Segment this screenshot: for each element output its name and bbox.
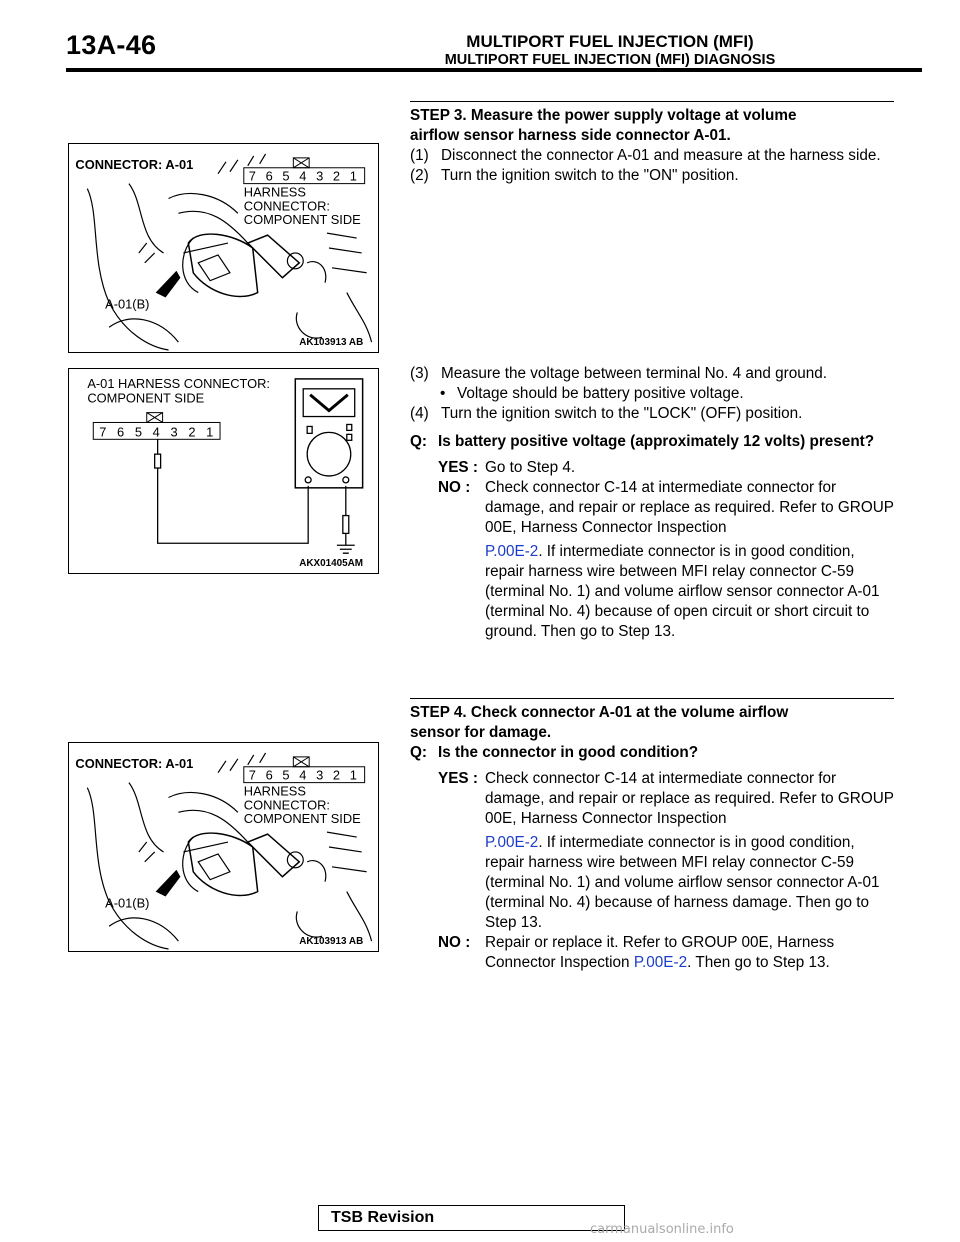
step4-no-answer bbox=[410, 933, 894, 973]
page-subtitle: MULTIPORT FUEL INJECTION (MFI) DIAGNOSIS bbox=[444, 52, 776, 68]
question-text: Is battery positive voltage (approximately 12 volts) present? bbox=[438, 433, 875, 450]
step3-question bbox=[410, 432, 894, 452]
pin-2: 2 bbox=[188, 424, 196, 440]
no-text-b: . If intermediate connector is in good condition, repair harness wire between MFI relay connector C-59 (terminal No. 1) and volume airflow sensor connector A-01 (terminal No. 4) because of open circuit or short circuit to ground. Then go to Step 13. bbox=[485, 543, 880, 640]
yes-label: YES : bbox=[438, 459, 478, 476]
connector-photo-figure-1 bbox=[68, 143, 379, 353]
harness-pin-row bbox=[244, 158, 365, 184]
harness-label-3: COMPONENT SIDE bbox=[243, 811, 361, 827]
no-link[interactable]: P.00E-2 bbox=[485, 543, 539, 560]
callout-label: A-01(B) bbox=[105, 296, 150, 312]
step4-title-line2: sensor for damage. bbox=[410, 724, 552, 741]
step3-rule bbox=[410, 101, 894, 102]
item-number: (3) bbox=[410, 365, 429, 382]
step3-bullet bbox=[410, 384, 894, 404]
figure-code: AKX01405AM bbox=[299, 558, 364, 570]
bullet-dot-icon: • bbox=[440, 385, 446, 402]
pin-3: 3 bbox=[316, 767, 324, 783]
pin-1: 1 bbox=[349, 168, 357, 184]
step4-rule bbox=[410, 698, 894, 699]
pin-6: 6 bbox=[265, 767, 273, 783]
connector-label: CONNECTOR: A-01 bbox=[75, 156, 194, 172]
voltmeter-figure bbox=[68, 368, 379, 574]
connector-photo-illustration-2 bbox=[69, 743, 378, 951]
harness-connector-label-1: A-01 HARNESS CONNECTOR: bbox=[87, 375, 271, 391]
pin-4: 4 bbox=[299, 767, 307, 783]
no-link[interactable]: P.00E-2 bbox=[633, 954, 688, 971]
harness-pin-row bbox=[244, 757, 365, 783]
question-label: Q: bbox=[410, 744, 427, 761]
pin-5: 5 bbox=[134, 424, 143, 440]
step3-no-answer bbox=[410, 478, 894, 642]
pin-6: 6 bbox=[117, 424, 125, 440]
item-number: (1) bbox=[410, 147, 429, 164]
harness-label-1: HARNESS bbox=[243, 783, 306, 799]
no-label: NO : bbox=[438, 479, 471, 496]
pin-7: 7 bbox=[248, 168, 256, 184]
page-number: 13A-46 bbox=[66, 30, 157, 60]
step4-title-line1: STEP 4. Check connector A-01 at the volume airflow bbox=[410, 704, 789, 721]
pin-4: 4 bbox=[299, 168, 307, 184]
yes-label: YES : bbox=[438, 770, 478, 787]
pin-3: 3 bbox=[316, 168, 324, 184]
harness-label-1: HARNESS bbox=[243, 184, 306, 200]
page-title: MULTIPORT FUEL INJECTION (MFI) bbox=[466, 32, 754, 51]
item-text: Disconnect the connector A-01 and measure at the harness side. bbox=[441, 147, 881, 164]
item-text: Turn the ignition switch to the "ON" position. bbox=[441, 167, 739, 184]
question-text: Is the connector in good condition? bbox=[438, 744, 699, 761]
figure-code: AK103913 AB bbox=[299, 936, 364, 948]
yes-link[interactable]: P.00E-2 bbox=[485, 834, 539, 851]
harness-connector-label-2: COMPONENT SIDE bbox=[87, 390, 205, 406]
step3-title-line1: STEP 3. Measure the power supply voltage at volume bbox=[410, 107, 797, 124]
tsb-revision-box: TSB Revision bbox=[318, 1205, 625, 1231]
step4-question bbox=[410, 743, 894, 763]
voltmeter-diagram bbox=[69, 369, 378, 573]
pin-2: 2 bbox=[332, 767, 341, 783]
no-text-a: Repair or replace it. Refer to GROUP 00E, Harness Connector Inspection bbox=[485, 934, 835, 971]
yes-text-a: Check connector C-14 at intermediate connector for damage, and repair or replace as required. Refer to GROUP 00E, Harness Connector Inspection bbox=[485, 770, 894, 827]
step3-yes-answer bbox=[410, 458, 894, 478]
item-number: (2) bbox=[410, 167, 429, 184]
item-number: (4) bbox=[410, 405, 429, 422]
pin-1: 1 bbox=[206, 424, 214, 440]
step3-item-1 bbox=[410, 146, 894, 166]
connector-label: CONNECTOR: A-01 bbox=[75, 755, 194, 771]
step3-title-line2: airflow sensor harness side connector A-01. bbox=[410, 127, 731, 144]
no-text-a: Check connector C-14 at intermediate connector for damage, and repair or replace as required. Refer to GROUP 00E, Harness Connector Inspection bbox=[485, 479, 894, 536]
header-rule bbox=[66, 68, 922, 72]
yes-text: Go to Step 4. bbox=[485, 459, 576, 476]
question-label: Q: bbox=[410, 433, 427, 450]
step3-section bbox=[410, 106, 894, 186]
step3-item-3 bbox=[410, 364, 894, 384]
harness-label-2: CONNECTOR: bbox=[243, 198, 331, 214]
pin-5: 5 bbox=[282, 767, 290, 783]
callout-label: A-01(B) bbox=[105, 895, 150, 911]
no-label: NO : bbox=[438, 934, 471, 951]
yes-text-b: . If intermediate connector is in good condition, repair harness wire between MFI relay connector C-59 (terminal No. 1) and volume airflow sensor connector A-01 (terminal No. 4) because of harness damage. Then go to Step 13. bbox=[485, 834, 880, 931]
harness-label-2: CONNECTOR: bbox=[243, 797, 331, 813]
item-text: Measure the voltage between terminal No. 4 and ground. bbox=[441, 365, 828, 382]
step3-item-4 bbox=[410, 404, 894, 424]
harness-label-3: COMPONENT SIDE bbox=[243, 212, 361, 228]
step4-yes-answer bbox=[410, 769, 894, 933]
pin-7: 7 bbox=[99, 424, 107, 440]
pin-6: 6 bbox=[265, 168, 273, 184]
figure-code: AK103913 AB bbox=[299, 337, 364, 349]
item-text: Turn the ignition switch to the "LOCK" (OFF) position. bbox=[441, 405, 803, 422]
pin-3: 3 bbox=[170, 424, 178, 440]
connector-photo-figure-2 bbox=[68, 742, 379, 952]
no-text-b: . Then go to Step 13. bbox=[687, 954, 830, 971]
pin-7: 7 bbox=[248, 767, 256, 783]
pin-4: 4 bbox=[152, 424, 160, 440]
bullet-text: Voltage should be battery positive voltage. bbox=[457, 385, 744, 402]
step4-section bbox=[410, 703, 894, 973]
harness-pin-row bbox=[93, 413, 220, 440]
connector-photo-illustration-1 bbox=[69, 144, 378, 352]
step3-item-2 bbox=[410, 166, 894, 186]
pin-1: 1 bbox=[349, 767, 357, 783]
watermark: carmanualsonline.info bbox=[590, 1222, 734, 1237]
pin-2: 2 bbox=[332, 168, 341, 184]
pin-5: 5 bbox=[282, 168, 290, 184]
step3-continued bbox=[410, 364, 894, 642]
